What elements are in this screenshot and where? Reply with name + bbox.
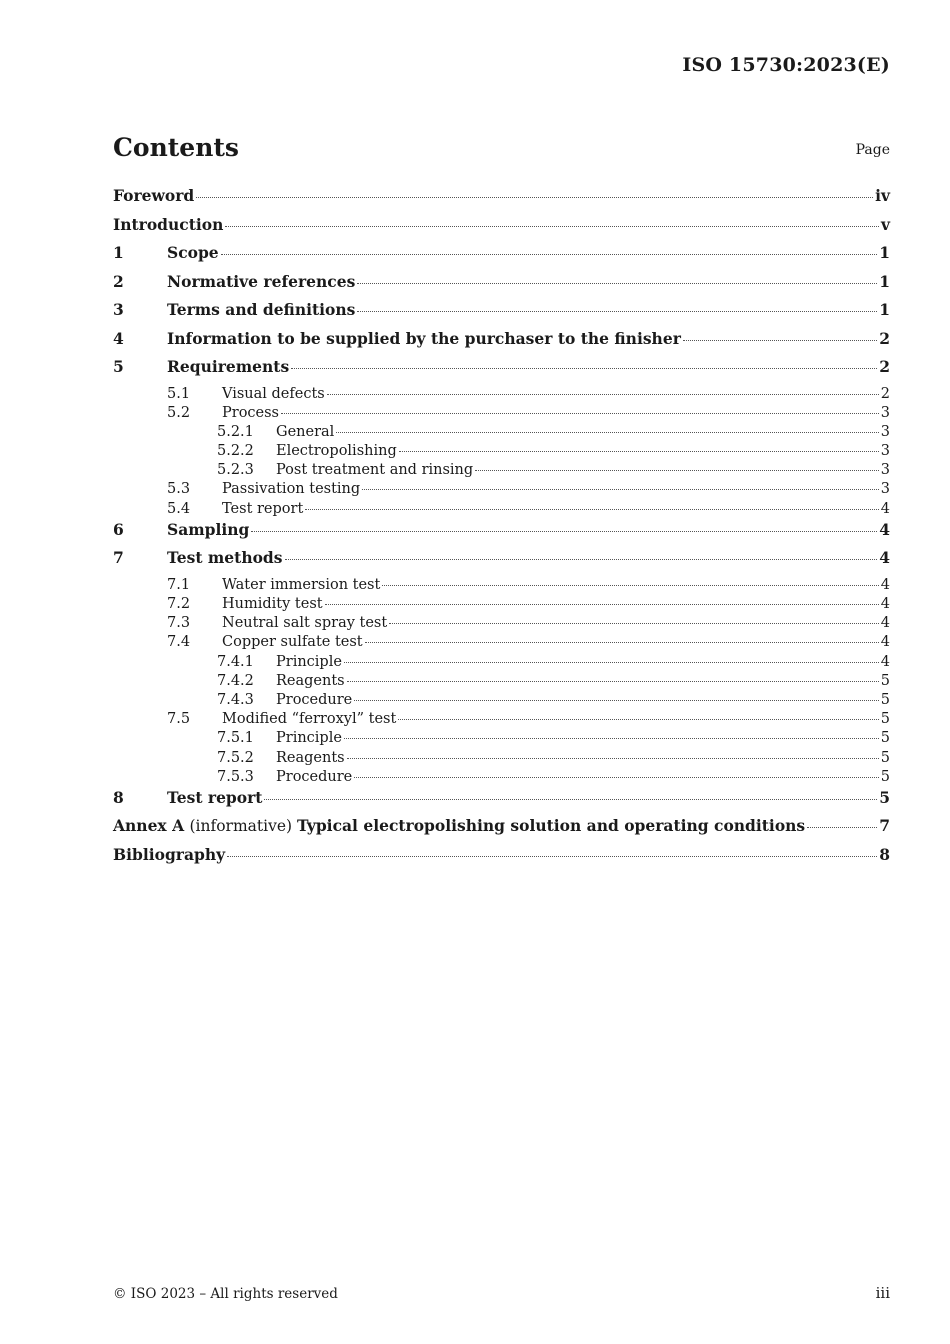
dot-leader <box>475 469 879 471</box>
footer-page-number: iii <box>875 1284 890 1302</box>
toc-entry-number: 1 <box>113 243 124 262</box>
toc-entry-page: 1 <box>879 300 890 319</box>
dot-leader <box>251 530 877 532</box>
toc-entry[interactable] <box>113 654 890 673</box>
toc-entry-page: 2 <box>879 328 890 348</box>
toc-entry[interactable] <box>113 634 890 653</box>
toc-entry[interactable] <box>113 462 890 481</box>
toc-entry-page: 5 <box>880 730 890 747</box>
toc-entry[interactable] <box>113 215 890 244</box>
toc-entry-page: 3 <box>880 404 890 421</box>
dot-leader <box>398 718 878 720</box>
toc-entry-number: 5.1 <box>167 385 191 402</box>
toc-entry[interactable] <box>113 673 890 692</box>
toc-entry-number: 7.3 <box>167 615 191 632</box>
toc-entry[interactable] <box>113 501 890 520</box>
toc-entry-page: 4 <box>879 548 890 568</box>
toc-entry-title: Passivation testing <box>222 481 361 498</box>
annex-label: Annex A <box>113 816 190 836</box>
dot-leader <box>196 196 873 198</box>
toc-entry-title: Process <box>222 404 280 421</box>
toc-entry-title: Scope <box>167 243 219 262</box>
toc-entry-title: General <box>276 423 335 440</box>
toc-entry-number: 5 <box>113 357 124 376</box>
dot-leader <box>807 826 877 828</box>
toc-entry[interactable] <box>113 615 890 634</box>
toc-entry[interactable] <box>113 816 890 845</box>
toc-entry-title: Copper sulfate test <box>222 634 363 651</box>
toc-entry-number: 7.4.2 <box>217 672 254 689</box>
toc-entry[interactable] <box>113 443 890 462</box>
annex-type: (informative) <box>189 817 297 836</box>
toc-entry-title: Procedure <box>276 691 353 708</box>
toc-entry-page: 3 <box>880 481 890 498</box>
toc-entry-number: 7.4.3 <box>217 691 254 708</box>
toc-entry-page: 7 <box>879 816 890 836</box>
toc-entry-page: 2 <box>880 385 890 402</box>
toc-entry-page: 4 <box>879 519 890 539</box>
toc-entry-page: 3 <box>880 423 890 440</box>
toc-entry-number: 7.5.2 <box>217 749 254 766</box>
toc-entry-number: 5.2 <box>167 404 191 421</box>
toc-entry-page: 5 <box>879 787 890 807</box>
dot-leader <box>336 431 878 433</box>
contents-title: Contents <box>113 133 240 162</box>
toc-entry-number: 7 <box>113 548 124 568</box>
toc-entry-title: Principle <box>276 653 342 670</box>
toc-entry-title: Post treatment and rinsing <box>276 462 474 479</box>
dot-leader <box>344 737 879 739</box>
toc-entry[interactable] <box>113 730 890 749</box>
toc-entry-title: Procedure <box>276 768 353 785</box>
dot-leader <box>399 450 879 452</box>
toc-entry-title: Requirements <box>167 357 290 376</box>
toc-entry-page: 4 <box>880 615 890 632</box>
toc-entry-number: 2 <box>113 271 124 291</box>
dot-leader <box>683 339 877 341</box>
toc-entry-page: 4 <box>880 634 890 651</box>
toc-entry-title: Foreword <box>113 186 195 205</box>
toc-entry-number: 8 <box>113 787 124 807</box>
toc-entry-title: Information to be supplied by the purchaser to the finisher <box>167 328 681 348</box>
dot-leader <box>225 225 879 227</box>
toc-entry-page: 4 <box>880 596 890 612</box>
toc-entry-page: 1 <box>879 271 890 291</box>
toc-entry[interactable] <box>113 750 890 769</box>
annex-title: Typical electropolishing solution and operating conditions <box>297 816 806 836</box>
toc-entry[interactable] <box>113 596 890 615</box>
toc-entry[interactable] <box>113 845 890 874</box>
dot-leader <box>227 855 877 857</box>
dot-leader <box>291 367 877 369</box>
dot-leader <box>382 584 878 586</box>
toc-entry-page: 4 <box>880 576 890 593</box>
toc-entry-page: 3 <box>880 462 890 479</box>
toc-entry[interactable] <box>113 424 890 443</box>
toc-entry[interactable] <box>113 769 890 788</box>
toc-entry-title: Modified “ferroxyl” test <box>222 711 397 728</box>
dot-leader <box>347 680 879 682</box>
toc-entry-title: Terms and definitions <box>167 300 356 319</box>
toc-entry-number: 5.4 <box>167 500 191 517</box>
toc-entry-title: Electropolishing <box>276 443 397 460</box>
toc-entry-title: Introduction <box>113 214 224 234</box>
toc-entry-title: Visual defects <box>222 385 325 402</box>
dot-leader <box>327 393 879 395</box>
toc-entry-number: 7.5.3 <box>217 768 254 785</box>
dot-leader <box>264 798 877 800</box>
toc-entry[interactable] <box>113 243 890 272</box>
toc-entry[interactable] <box>113 186 890 215</box>
page-column-label: Page <box>855 142 890 158</box>
toc-entry-page: 5 <box>880 749 890 766</box>
toc-entry[interactable] <box>113 520 890 549</box>
toc-entry-title: Normative references <box>167 271 356 291</box>
toc-entry-page: v <box>880 214 890 234</box>
toc-entry[interactable] <box>113 357 890 386</box>
toc-entry-number: 5.2.1 <box>217 423 254 440</box>
toc-entry-title: Water immersion test <box>222 576 381 593</box>
toc-entry-number: 7.4.1 <box>217 653 254 670</box>
document-id: ISO 15730:2023(E) <box>682 54 890 76</box>
toc-entry-title <box>113 816 805 835</box>
toc-entry-page: 1 <box>879 243 890 262</box>
toc-entry[interactable] <box>113 481 890 500</box>
toc-entry[interactable] <box>113 329 890 358</box>
dot-leader <box>347 757 879 759</box>
toc-entry[interactable] <box>113 711 890 730</box>
dot-leader <box>285 558 878 560</box>
toc-entry-number: 6 <box>113 519 124 539</box>
toc-entry-page: 5 <box>880 711 890 728</box>
dot-leader <box>221 253 878 255</box>
footer-copyright: © ISO 2023 – All rights reserved <box>113 1286 338 1302</box>
dot-leader <box>389 622 879 624</box>
toc-entry-title: Test methods <box>167 548 283 568</box>
dot-leader <box>344 661 879 663</box>
toc-entry-title: Principle <box>276 730 342 747</box>
toc-entry-page: 2 <box>879 357 890 376</box>
toc-entry-page: 5 <box>880 691 890 708</box>
toc-entry[interactable] <box>113 300 890 329</box>
dot-leader <box>362 488 879 490</box>
toc-entry-title: Humidity test <box>222 596 323 612</box>
toc-entry-number: 7.5.1 <box>217 730 254 747</box>
dot-leader <box>354 699 879 701</box>
toc-entry-number: 7.5 <box>167 711 191 728</box>
dot-leader <box>354 776 879 778</box>
toc-entry-page: 4 <box>880 653 890 670</box>
toc-entry-title: Sampling <box>167 519 250 539</box>
toc-entry-number: 5.2.2 <box>217 443 254 460</box>
toc-entry-number: 5.2.3 <box>217 462 254 479</box>
toc-entry-page: 3 <box>880 443 890 460</box>
dot-leader <box>365 641 879 643</box>
toc-entry-page: 5 <box>880 768 890 785</box>
toc-entry[interactable] <box>113 788 890 817</box>
toc-entry-page: 5 <box>880 672 890 689</box>
table-of-contents <box>113 186 890 873</box>
toc-entry-number: 7.1 <box>167 576 191 593</box>
toc-entry-number: 3 <box>113 300 124 319</box>
toc-entry-number: 7.4 <box>167 634 191 651</box>
toc-entry[interactable] <box>113 692 890 711</box>
dot-leader <box>305 508 878 510</box>
toc-entry-page: iv <box>875 186 890 205</box>
toc-entry[interactable] <box>113 548 890 577</box>
toc-entry[interactable] <box>113 272 890 301</box>
toc-entry-title: Bibliography <box>113 844 226 864</box>
toc-entry[interactable] <box>113 405 890 424</box>
dot-leader <box>357 282 877 284</box>
toc-entry[interactable] <box>113 577 890 596</box>
dot-leader <box>357 310 877 312</box>
toc-entry-title: Test report <box>167 787 263 807</box>
toc-entry-number: 4 <box>113 328 124 348</box>
toc-entry-title: Test report <box>222 500 304 517</box>
toc-entry[interactable] <box>113 386 890 405</box>
toc-entry-number: 7.2 <box>167 596 191 612</box>
toc-entry-title: Neutral salt spray test <box>222 615 388 632</box>
toc-entry-page: 4 <box>880 500 890 517</box>
toc-entry-title: Reagents <box>276 672 345 689</box>
toc-entry-number: 5.3 <box>167 481 191 498</box>
toc-entry-title: Reagents <box>276 749 345 766</box>
dot-leader <box>281 412 879 414</box>
toc-entry-page: 8 <box>879 844 890 864</box>
dot-leader <box>325 603 879 605</box>
